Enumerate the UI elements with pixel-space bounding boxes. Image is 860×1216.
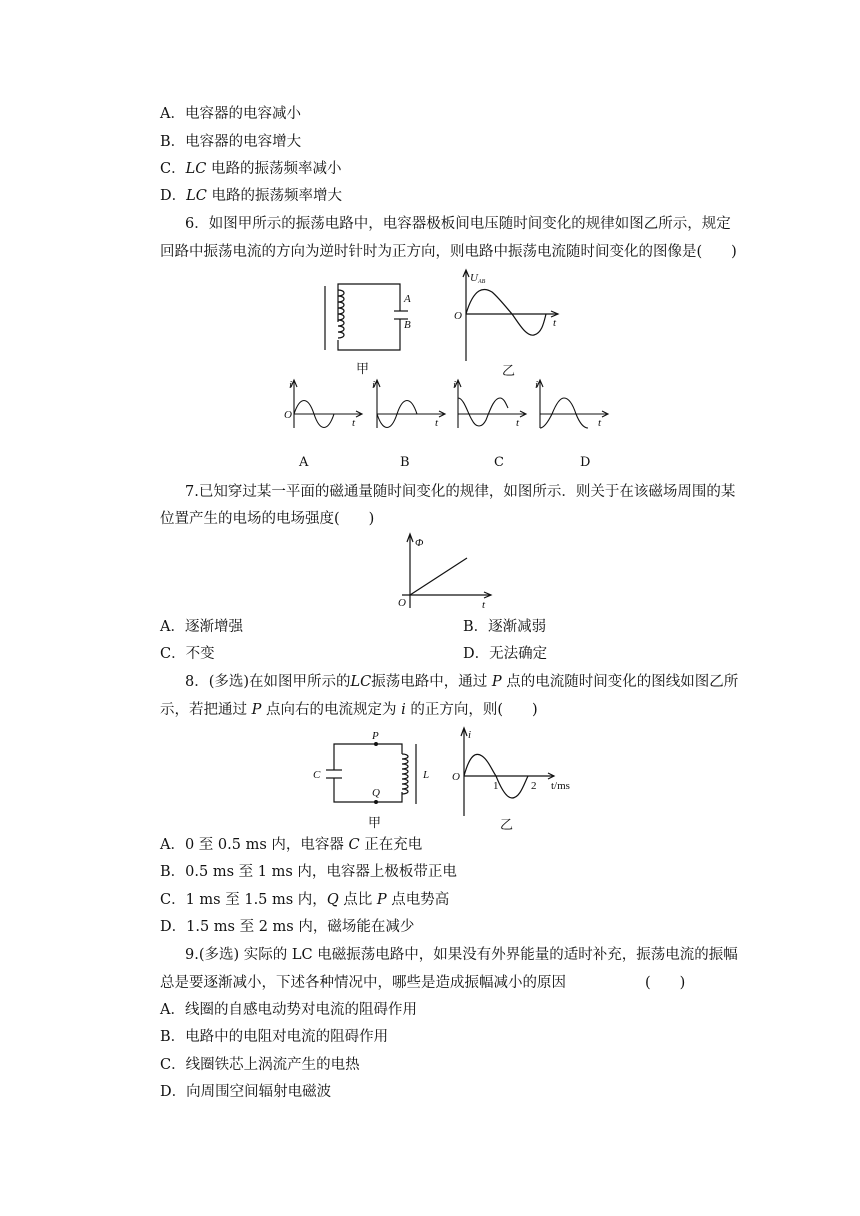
origin-label: O bbox=[284, 409, 292, 421]
q8-stem-line2: 示，若把通过 P 点向右的电流规定为 i 的正方向，则( ) bbox=[160, 702, 538, 718]
uab-axis-label: UAB bbox=[470, 272, 486, 285]
phi-axis-label: Φ bbox=[415, 537, 424, 549]
q6-graph-c bbox=[448, 378, 528, 436]
t-axis-label: t bbox=[598, 417, 602, 429]
q6-option-c-label: C bbox=[494, 455, 504, 470]
q8-option-b: B．0.5 ms 至 1 ms 内，电容器上极板带正电 bbox=[160, 864, 457, 880]
q5-option-d: D．LC 电路的振荡频率增大 bbox=[160, 188, 342, 204]
q9-stem-line2: 总是要逐渐减小，下述各种情况中，哪些是造成振幅减小的原因 bbox=[160, 975, 566, 991]
q6-voltage-graph bbox=[452, 267, 562, 362]
p-point-label: P bbox=[372, 730, 379, 742]
q8-stem-line1: 8．(多选)在如图甲所示的LC振荡电路中，通过 P 点的电流随时间变化的图线如图乙所 bbox=[185, 674, 739, 690]
origin-label: O bbox=[454, 310, 462, 322]
q6-fig-jia-caption: 甲 bbox=[356, 362, 370, 377]
inductor-l-label: L bbox=[423, 769, 430, 781]
q9-option-a: A．线圈的自感电动势对电流的阻碍作用 bbox=[160, 1002, 417, 1018]
q7-flux-graph bbox=[395, 532, 495, 612]
q-point-label: Q bbox=[372, 787, 380, 799]
q6-option-a-label: A bbox=[299, 455, 309, 470]
t-ms-axis-label: t/ms bbox=[551, 780, 570, 792]
q6-graph-b bbox=[367, 378, 447, 436]
q7-option-d: D．无法确定 bbox=[463, 646, 548, 662]
q9-option-d: D．向周围空间辐射电磁波 bbox=[160, 1084, 332, 1100]
q8-fig-jia-caption: 甲 bbox=[368, 816, 382, 831]
i-axis-label: i bbox=[289, 379, 293, 391]
q9-stem-line1: 9.(多选) 实际的 LC 电磁振荡电路中，如果没有外界能量的适时补充，振荡电流的振幅 bbox=[185, 947, 738, 963]
t-axis-label: t bbox=[516, 417, 520, 429]
q5-option-a: A．电容器的电容减小 bbox=[160, 106, 301, 122]
q7-stem-line2: 位置产生的电场的电场强度( ) bbox=[160, 511, 375, 527]
q7-stem-line1: 7.已知穿过某一平面的磁通量随时间变化的规律，如图所示．则关于在该磁场周围的某 bbox=[185, 484, 736, 500]
tick-2-label: 2 bbox=[531, 780, 537, 792]
capacitor-c-label: C bbox=[313, 769, 321, 781]
q5-option-b: B．电容器的电容增大 bbox=[160, 134, 302, 150]
i-axis-label: i bbox=[372, 379, 376, 391]
q9-answer-paren: ( ) bbox=[645, 975, 686, 991]
i-axis-label: i bbox=[535, 379, 539, 391]
tick-1-label: 1 bbox=[493, 780, 499, 792]
t-axis-label: t bbox=[435, 417, 439, 429]
plate-a-label: A bbox=[404, 293, 411, 305]
q8-option-d: D．1.5 ms 至 2 ms 内，磁场能在减少 bbox=[160, 919, 415, 935]
q6-fig-yi-caption: 乙 bbox=[502, 364, 516, 379]
q7-option-b: B．逐渐减弱 bbox=[463, 619, 547, 635]
q9-option-c: C．线圈铁芯上涡流产生的电热 bbox=[160, 1057, 360, 1073]
q6-graph-d bbox=[530, 378, 610, 436]
t-axis-label: t bbox=[482, 599, 486, 611]
q6-stem-line2: 回路中振荡电流的方向为逆时针时为正方向，则电路中振荡电流随时间变化的图像是( ) bbox=[160, 244, 737, 260]
q7-option-a: A．逐渐增强 bbox=[160, 619, 243, 635]
q8-option-a: A．0 至 0.5 ms 内，电容器 C 正在充电 bbox=[160, 837, 423, 853]
q9-option-b: B．电路中的电阻对电流的阻碍作用 bbox=[160, 1029, 389, 1045]
t-axis-label: t bbox=[553, 317, 557, 329]
origin-label: O bbox=[398, 597, 406, 609]
q6-option-b-label: B bbox=[400, 455, 410, 470]
t-axis-label: t bbox=[352, 417, 356, 429]
i-axis-label: i bbox=[453, 379, 457, 391]
q8-option-c: C．1 ms 至 1.5 ms 内，Q 点比 P 点电势高 bbox=[160, 892, 450, 908]
plate-b-label: B bbox=[404, 319, 411, 331]
q8-current-graph bbox=[450, 726, 580, 821]
q8-fig-yi-caption: 乙 bbox=[500, 818, 514, 833]
q6-option-d-label: D bbox=[580, 455, 591, 470]
origin-label: O bbox=[452, 771, 460, 783]
q8-circuit-diagram bbox=[310, 728, 440, 808]
q6-graph-a bbox=[284, 378, 364, 436]
q7-option-c: C．不变 bbox=[160, 646, 215, 662]
i-axis-label: i bbox=[468, 729, 472, 741]
q5-option-c: C．LC 电路的振荡频率减小 bbox=[160, 161, 342, 177]
q6-circuit-diagram bbox=[322, 282, 411, 352]
q6-stem-line1: 6．如图甲所示的振荡电路中，电容器极板间电压随时间变化的规律如图乙所示，规定 bbox=[185, 216, 731, 232]
